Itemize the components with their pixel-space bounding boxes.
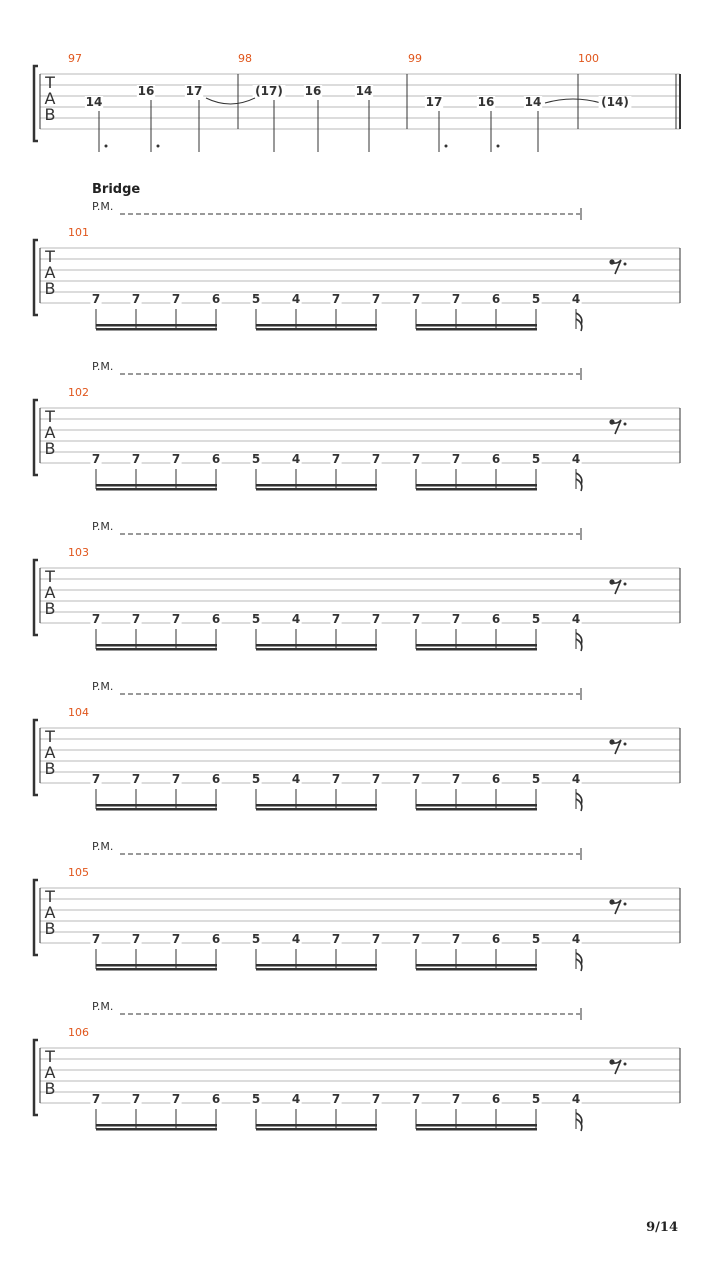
fret-number: 7 <box>371 292 381 306</box>
fret-number: 7 <box>171 772 181 786</box>
note-flag <box>576 633 582 651</box>
fret-number: 7 <box>131 452 141 466</box>
measure-number: 100 <box>578 52 599 65</box>
fret-number: 5 <box>251 772 261 786</box>
fret-number: 7 <box>131 932 141 946</box>
fret-number: 5 <box>251 452 261 466</box>
palm-mute-label: P.M. <box>92 360 114 373</box>
measure-number: 103 <box>68 546 89 559</box>
measure-number: 105 <box>68 866 89 879</box>
rest-dot <box>624 903 627 906</box>
fret-number: 6 <box>211 772 221 786</box>
fret-number: 7 <box>331 1092 341 1106</box>
duration-dot <box>157 145 160 148</box>
fret-number: 7 <box>171 1092 181 1106</box>
tab-clef-letter: T <box>45 727 55 746</box>
tab-clef-letter: B <box>44 279 56 298</box>
tab-clef-letter: B <box>44 105 56 124</box>
beam-secondary <box>256 488 377 491</box>
duration-dot <box>445 145 448 148</box>
tab-clef-letter: A <box>44 583 56 602</box>
fret-number: 7 <box>371 1092 381 1106</box>
fret-number: 7 <box>131 1092 141 1106</box>
beam-secondary <box>256 648 377 651</box>
fret-number: 17 <box>185 84 203 98</box>
tab-clef-letter: B <box>44 759 56 778</box>
tab-clef-letter: T <box>45 567 55 586</box>
fret-number: 4 <box>291 932 301 946</box>
measure-number: 102 <box>68 386 89 399</box>
tab-clef-letter: T <box>45 1047 55 1066</box>
fret-number: 6 <box>211 612 221 626</box>
fret-number: 7 <box>131 612 141 626</box>
fret-number: 7 <box>451 612 461 626</box>
fret-number: 7 <box>91 292 101 306</box>
beam-secondary <box>416 488 537 491</box>
duration-dot <box>105 145 108 148</box>
system-bracket <box>34 720 38 795</box>
system-bracket <box>34 560 38 635</box>
fret-number: 7 <box>171 452 181 466</box>
beam-secondary <box>96 1128 217 1131</box>
fret-number: 6 <box>491 932 501 946</box>
tie-arc <box>545 99 601 103</box>
fret-number: 4 <box>291 772 301 786</box>
tab-clef-letter: T <box>45 407 55 426</box>
beam-primary <box>256 1124 377 1127</box>
beam-secondary <box>416 808 537 811</box>
measure-number: 101 <box>68 226 89 239</box>
beam-primary <box>256 484 377 487</box>
fret-number: 4 <box>571 772 581 786</box>
fret-number: 4 <box>291 1092 301 1106</box>
fret-number: 7 <box>371 452 381 466</box>
beam-secondary <box>256 1128 377 1131</box>
fret-number: 5 <box>531 772 541 786</box>
fret-number: 16 <box>304 84 322 98</box>
fret-number: 17 <box>425 95 443 109</box>
beam-primary <box>96 324 217 327</box>
fret-number: 6 <box>211 292 221 306</box>
fret-number: 7 <box>411 772 421 786</box>
rest-dot <box>624 1063 627 1066</box>
beam-secondary <box>416 648 537 651</box>
fret-number: 6 <box>211 452 221 466</box>
fret-number: 14 <box>85 95 103 109</box>
tab-clef-letter: A <box>44 1063 56 1082</box>
fret-number: 6 <box>491 452 501 466</box>
fret-number: 7 <box>451 292 461 306</box>
note-flag <box>576 1113 582 1131</box>
fret-number: 16 <box>477 95 495 109</box>
system-bracket <box>34 240 38 315</box>
section-title-bridge: Bridge <box>92 182 141 197</box>
fret-number: 5 <box>531 612 541 626</box>
beam-primary <box>256 324 377 327</box>
tab-clef-letter: A <box>44 89 56 108</box>
beam-primary <box>96 1124 217 1127</box>
fret-number: 7 <box>91 1092 101 1106</box>
fret-number: 7 <box>411 452 421 466</box>
beam-primary <box>416 484 537 487</box>
fret-number: 4 <box>291 292 301 306</box>
fret-number: 4 <box>291 452 301 466</box>
tab-clef-letter: T <box>45 247 55 266</box>
palm-mute-label: P.M. <box>92 200 114 213</box>
tab-clef-letter: B <box>44 599 56 618</box>
fret-number: 7 <box>411 1092 421 1106</box>
fret-number: 7 <box>331 772 341 786</box>
fret-number: 4 <box>571 292 581 306</box>
palm-mute-label: P.M. <box>92 520 114 533</box>
tab-clef-letter: A <box>44 263 56 282</box>
rest-dot <box>624 263 627 266</box>
measure-number: 97 <box>68 52 82 65</box>
rest-dot <box>624 423 627 426</box>
beam-secondary <box>96 328 217 331</box>
fret-number: 4 <box>291 612 301 626</box>
beam-primary <box>96 484 217 487</box>
fret-number: 7 <box>411 932 421 946</box>
beam-secondary <box>416 968 537 971</box>
fret-number: 7 <box>451 932 461 946</box>
fret-number: 6 <box>491 292 501 306</box>
system-bracket <box>34 400 38 475</box>
fret-number: 14 <box>355 84 373 98</box>
fret-number: 5 <box>531 292 541 306</box>
fret-number: 6 <box>491 1092 501 1106</box>
fret-number: 5 <box>251 292 261 306</box>
tab-clef-letter: B <box>44 439 56 458</box>
note-flag <box>576 313 582 331</box>
beam-secondary <box>96 648 217 651</box>
fret-number: 7 <box>91 452 101 466</box>
beam-secondary <box>416 328 537 331</box>
beam-primary <box>256 644 377 647</box>
fret-number: 7 <box>171 932 181 946</box>
beam-secondary <box>256 328 377 331</box>
fret-number: 5 <box>251 1092 261 1106</box>
measure-number: 98 <box>238 52 252 65</box>
fret-number: 7 <box>411 292 421 306</box>
fret-number: 5 <box>531 932 541 946</box>
tab-clef-letter: T <box>45 73 55 92</box>
palm-mute-label: P.M. <box>92 840 114 853</box>
fret-number: 7 <box>411 612 421 626</box>
fret-number: 6 <box>211 932 221 946</box>
tab-clef-letter: T <box>45 887 55 906</box>
fret-number: (17) <box>255 84 283 98</box>
fret-number: 7 <box>451 772 461 786</box>
note-flag <box>576 473 582 491</box>
tab-clef-letter: B <box>44 1079 56 1098</box>
beam-secondary <box>96 808 217 811</box>
fret-number: 7 <box>131 772 141 786</box>
fret-number: 4 <box>571 932 581 946</box>
beam-secondary <box>416 1128 537 1131</box>
beam-secondary <box>96 968 217 971</box>
beam-primary <box>96 644 217 647</box>
fret-number: 5 <box>251 612 261 626</box>
beam-secondary <box>256 808 377 811</box>
fret-number: 7 <box>91 772 101 786</box>
fret-number: 7 <box>331 932 341 946</box>
beam-primary <box>416 804 537 807</box>
fret-number: 6 <box>491 772 501 786</box>
beam-primary <box>416 1124 537 1127</box>
duration-dot <box>497 145 500 148</box>
tab-clef-letter: A <box>44 743 56 762</box>
fret-number: 7 <box>91 612 101 626</box>
beam-secondary <box>96 488 217 491</box>
fret-number: 5 <box>531 452 541 466</box>
fret-number: 7 <box>331 292 341 306</box>
fret-number: 4 <box>571 612 581 626</box>
tab-clef-letter: A <box>44 903 56 922</box>
system-bracket <box>34 880 38 955</box>
fret-number: 6 <box>491 612 501 626</box>
fret-number: 7 <box>91 932 101 946</box>
fret-number: 7 <box>171 612 181 626</box>
beam-primary <box>256 804 377 807</box>
beam-primary <box>256 964 377 967</box>
tab-clef-letter: A <box>44 423 56 442</box>
system-bracket <box>34 66 38 141</box>
page-number: 9/14 <box>646 1220 678 1235</box>
fret-number: 4 <box>571 1092 581 1106</box>
note-flag <box>576 953 582 971</box>
rest-dot <box>624 583 627 586</box>
rest-dot <box>624 743 627 746</box>
beam-primary <box>416 964 537 967</box>
beam-primary <box>96 804 217 807</box>
measure-number: 104 <box>68 706 89 719</box>
palm-mute-label: P.M. <box>92 680 114 693</box>
measure-number: 106 <box>68 1026 89 1039</box>
beam-primary <box>416 324 537 327</box>
fret-number: (14) <box>601 95 629 109</box>
fret-number: 14 <box>524 95 542 109</box>
beam-primary <box>96 964 217 967</box>
tie-arc <box>206 98 255 104</box>
fret-number: 7 <box>331 452 341 466</box>
fret-number: 4 <box>571 452 581 466</box>
measure-number: 99 <box>408 52 422 65</box>
beam-secondary <box>256 968 377 971</box>
fret-number: 7 <box>331 612 341 626</box>
fret-number: 7 <box>451 1092 461 1106</box>
fret-number: 6 <box>211 1092 221 1106</box>
fret-number: 5 <box>531 1092 541 1106</box>
fret-number: 7 <box>371 932 381 946</box>
fret-number: 7 <box>171 292 181 306</box>
tab-clef-letter: B <box>44 919 56 938</box>
palm-mute-label: P.M. <box>92 1000 114 1013</box>
fret-number: 7 <box>371 612 381 626</box>
beam-primary <box>416 644 537 647</box>
system-bracket <box>34 1040 38 1115</box>
fret-number: 16 <box>137 84 155 98</box>
fret-number: 7 <box>371 772 381 786</box>
fret-number: 7 <box>451 452 461 466</box>
fret-number: 5 <box>251 932 261 946</box>
fret-number: 7 <box>131 292 141 306</box>
note-flag <box>576 793 582 811</box>
